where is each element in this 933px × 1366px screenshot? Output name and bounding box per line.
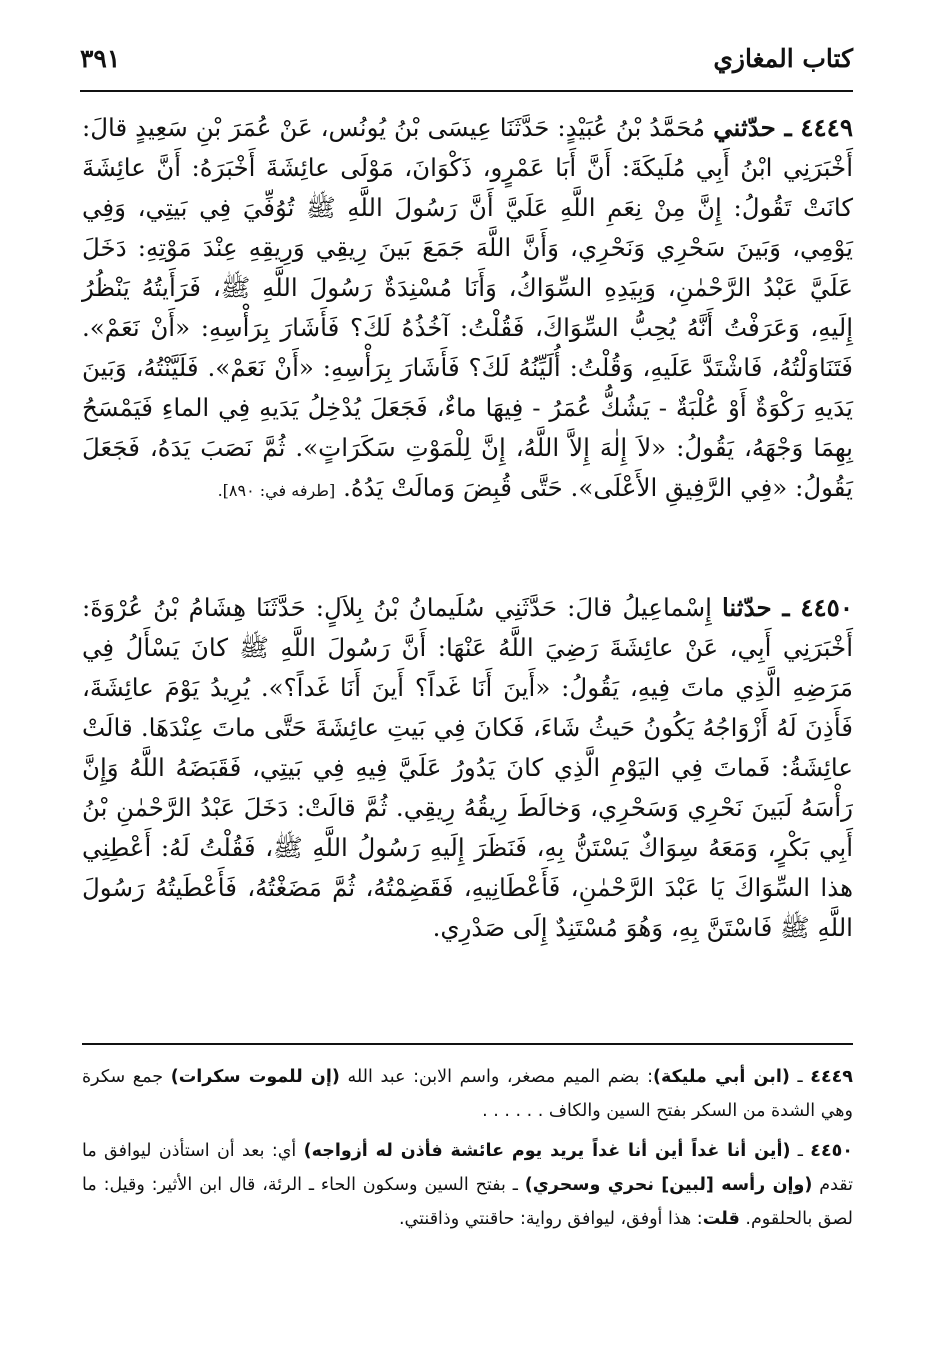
footnote-text: جمع سكرة وهي الشدة من السكر بفتح السين والكاف . . . . . . — [82, 1067, 853, 1121]
footnote-dash: ـ — [790, 1141, 811, 1161]
hadith-text: مُحَمَّدُ بْنُ عُبَيْدٍ: حَدَّثَنَا عِيسَى بْنُ يُونُس، عَنْ عُمَرَ بْنِ سَعِيدٍ قالَ: أَخْبَرَنِي ابْنُ أَبِي مُلَيكَةَ: أَنَّ أَبَا عَمْرٍو، ذَكْوَانَ، مَوْلَى عائِشَةَ أَخْبَرَهُ: أَنَّ عائِشَةَ كانَتْ تَقُولُ: إِنَّ مِنْ نِعَمِ اللَّهِ عَلَيَّ أَنَّ رَسُولَ اللَّهِ ﷺ تُوُفِّيَ فِي بَيتِي، وَفِي يَوْمِي، وَبَينَ سَحْرِي وَنَحْرِي، وَأَنَّ اللَّهَ جَمَعَ بَينَ رِيقِي وَرِيقِهِ عِنْدَ مَوْتِهِ: دَخَلَ عَلَيَّ عَبْدُ الرَّحْمٰنِ، وَبِيَدِهِ السِّوَاكُ، وَأَنَا مُسْنِدَةٌ رَسُولَ اللَّهِ ﷺ، فَرَأَيتُهُ يَنْظُرُ إِلَيهِ، وَعَرَفْتُ أَنَّهُ يُحِبُّ السِّوَاكَ، فَقُلْتُ: آخُذُهُ لَكَ؟ فَأَشَارَ بِرَأْسِهِ: «أَنْ نَعَمْ». فَتَنَاوَلْتُهُ، فَاشْتَدَّ عَلَيهِ، وَقُلْتُ: أُلَيِّنُهُ لَكَ؟ فَأَشَارَ بِرَأْسِهِ: «أَنْ نَعَمْ». فَلَيَّنْتُهُ، وَبَينَ يَدَيهِ رَكْوَةٌ أَوْ عُلْبَةٌ - يَشُكُّ عُمَرُ - فِيهَا ماءٌ، فَجَعَلَ يُدْخِلُ يَدَيهِ فِي الماءِ فَيَمْسَحُ بِهِمَا وَجْهَهُ، يَقُولُ: «لاَ إِلٰهَ إِلاَّ اللَّهُ، إِنَّ لِلْمَوْتِ سَكَرَاتٍ». ثُمَّ نَصَبَ يَدَهُ، فَجَعَلَ يَقُولُ: «فِي الرَّفِيقِ الأَعْلَى». حَتَّى قُبِضَ وَمالَتْ يَدُهُ. — [82, 113, 853, 502]
footnote-text: : هذا أوفق، ليوافق رواية: حاقنتي وذاقنتي. — [398, 1209, 703, 1229]
footnote-4449 — [82, 1060, 853, 1128]
page-title: كتاب المغازي — [713, 44, 853, 73]
page-number: ٣٩١ — [80, 44, 121, 73]
footnote-term: (وإن رأسه [لبين] نحري وسحري) — [524, 1175, 813, 1195]
footnotes — [82, 1060, 853, 1242]
footnote-number: ٤٤٤٩ — [810, 1067, 853, 1087]
footnote-4450 — [82, 1134, 853, 1236]
hadith-text: إِسْماعِيلُ قالَ: حَدَّثَنِي سُلَيمانُ بْنُ بِلاَلٍ: حَدَّثَنَا هِشَامُ بْنُ عُرْوَةَ: أَخْبَرَنِي أَبِي، عَنْ عائِشَةَ رَضِيَ اللَّهُ عَنْهَا: أَنَّ رَسُولَ اللَّهِ ﷺ كانَ يَسْأَلُ فِي مَرَضِهِ الَّذِي ماتَ فِيهِ، يَقُولُ: «أَينَ أَنَا غَداً؟ أَينَ أَنَا غَداً؟». يُرِيدُ يَوْمَ عائِشَةَ، فَأَذِنَ لَهُ أَزْوَاجُهُ يَكُونُ حَيثُ شَاءَ، فَكانَ فِي بَيتِ عائِشَةَ حَتَّى ماتَ عِنْدَهَا. قالَتْ عائِشَةُ: فَماتَ فِي اليَوْمِ الَّذِي كانَ يَدُورُ عَلَيَّ فِيهِ فِي بَيتِي، فَقَبَضَهُ اللَّهُ وَإِنَّ رَأْسَهُ لَبَينَ نَحْرِي وَسَحْرِي، وَخالَطَ رِيقُهُ رِيقِي. ثُمَّ قالَتْ: دَخَلَ عَبْدُ الرَّحْمٰنِ بْنُ أَبِي بَكْرٍ، وَمَعَهُ سِوَاكٌ يَسْتَنُّ بِهِ، فَنَظَرَ إِلَيهِ رَسُولُ اللَّهِ ﷺ، فَقُلْتُ لَهُ: أَعْطِنِي هذا السِّوَاكَ يَا عَبْدَ الرَّحْمٰنِ، فَأَعْطَانِيهِ، فَقَضِمْتُهُ، ثُمَّ مَضَغْتُهُ، فَأَعْطَيتُهُ رَسُولَ اللَّهِ ﷺ فَاسْتَنَّ بِهِ، وَهُوَ مُسْتَنِدٌ إِلَى صَدْرِي. — [82, 593, 853, 942]
footnote-text: : بضم الميم مصغر، واسم الابن: عبد الله — [339, 1067, 653, 1087]
hadith-number: ٤٤٥٠ — [800, 593, 853, 622]
footnote-term: قلت — [702, 1209, 740, 1229]
footnote-term: (إن للموت سكرات) — [170, 1067, 340, 1087]
footnote-dash: ـ — [789, 1067, 811, 1087]
hadith-opening: حدّثني — [713, 113, 776, 142]
footnotes-divider — [82, 1043, 853, 1045]
footnote-term: (أين أنا غداً أين أنا غداً يريد يوم عائشة فأذن له أزواجه) — [303, 1141, 791, 1161]
page-header — [80, 42, 853, 84]
hadith-opening: حدّثنا — [721, 593, 772, 622]
hadith-number: ٤٤٤٩ — [800, 113, 853, 142]
header-divider — [80, 90, 853, 92]
footnote-text: ـ بفتح السين وسكون الحاء ـ الرئة، قال ابن الأثير: وقيل: ما لصق بالحلقوم. — [82, 1175, 853, 1229]
hadith-dash: ـ — [771, 593, 801, 622]
hadith-4449 — [82, 108, 853, 511]
footnote-text: أي: بعد أن استأذن ليوافق ما تقدم — [82, 1141, 853, 1195]
hadith-dash: ـ — [775, 113, 801, 142]
footnote-number: ٤٤٥٠ — [810, 1141, 853, 1161]
hadith-4450 — [82, 588, 853, 948]
hadith-cross-reference: [طرفه في: ٨٩٠]. — [217, 481, 336, 500]
footnote-term: (ابن أبي مليكة) — [652, 1067, 790, 1087]
